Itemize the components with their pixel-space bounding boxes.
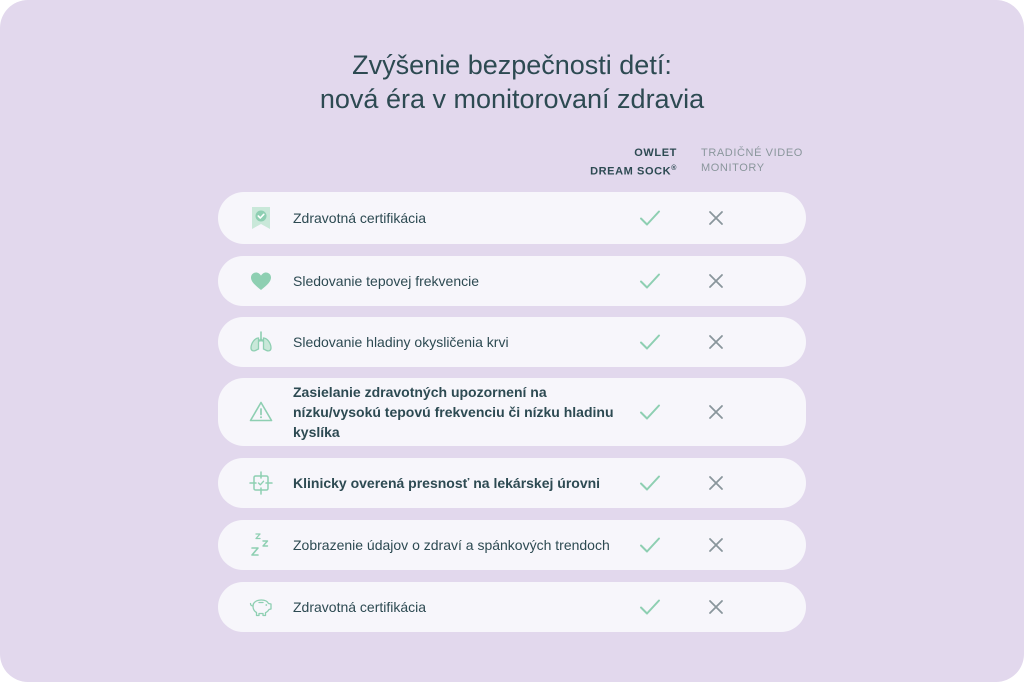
feature-row-clinical-accuracy xyxy=(218,458,806,508)
cross-icon xyxy=(707,272,725,290)
feature-label: Zobrazenie údajov o zdraví a spánkových trendoch xyxy=(293,537,610,553)
column-header-owlet xyxy=(560,146,677,180)
cross-icon xyxy=(707,403,725,421)
feature-label: Zdravotná certifikácia xyxy=(293,599,427,615)
cross-icon xyxy=(707,536,725,554)
heart-icon xyxy=(248,268,274,294)
title-line-1: Zvýšenie bezpečnosti detí: xyxy=(352,50,672,80)
check-icon xyxy=(638,330,662,354)
check-icon xyxy=(638,269,662,293)
traditional-header-line-2: MONITORY xyxy=(701,162,765,174)
registered-mark: ® xyxy=(671,165,677,172)
page-title xyxy=(0,48,1024,116)
feature-row-health-certification xyxy=(218,192,806,244)
feature-row-health-certification-2 xyxy=(218,582,806,632)
cross-icon xyxy=(707,333,725,351)
feature-row-oxygen-level xyxy=(218,317,806,367)
crosshair-icon xyxy=(248,470,274,496)
check-icon xyxy=(638,533,662,557)
feature-label: Zasielanie zdravotných upozornení na nízku/vysokú tepovú frekvenciu či nízku hladinu kyslíka xyxy=(293,384,614,440)
cross-icon xyxy=(707,474,725,492)
owlet-header-line-2 xyxy=(560,161,677,180)
feature-row-heart-rate xyxy=(218,256,806,306)
cross-icon xyxy=(707,209,725,227)
feature-row-sleep-trends xyxy=(218,520,806,570)
owlet-header-line-1: OWLET xyxy=(634,147,677,159)
certificate-ribbon-icon xyxy=(248,205,274,231)
check-icon xyxy=(638,595,662,619)
feature-label: Klinicky overená presnosť na lekárskej úrovni xyxy=(293,475,601,491)
check-icon xyxy=(638,206,662,230)
check-icon xyxy=(638,471,662,495)
feature-label: Sledovanie tepovej frekvencie xyxy=(293,273,480,289)
piggy-bank-icon xyxy=(248,594,274,620)
column-header-traditional xyxy=(701,146,811,176)
traditional-header-line-1: TRADIČNÉ VIDEO xyxy=(701,147,803,159)
feature-label: Sledovanie hladiny okysličenia krvi xyxy=(293,334,509,350)
warning-triangle-icon xyxy=(248,399,274,425)
owlet-header-name: DREAM SOCK xyxy=(590,165,672,178)
cross-icon xyxy=(707,598,725,616)
sleep-zzz-icon xyxy=(248,532,274,558)
title-line-2: nová éra v monitorovaní zdravia xyxy=(319,84,705,114)
check-icon xyxy=(638,400,662,424)
feature-label: Zdravotná certifikácia xyxy=(293,210,427,226)
lungs-icon xyxy=(248,329,274,355)
feature-row-health-alerts xyxy=(218,378,806,446)
